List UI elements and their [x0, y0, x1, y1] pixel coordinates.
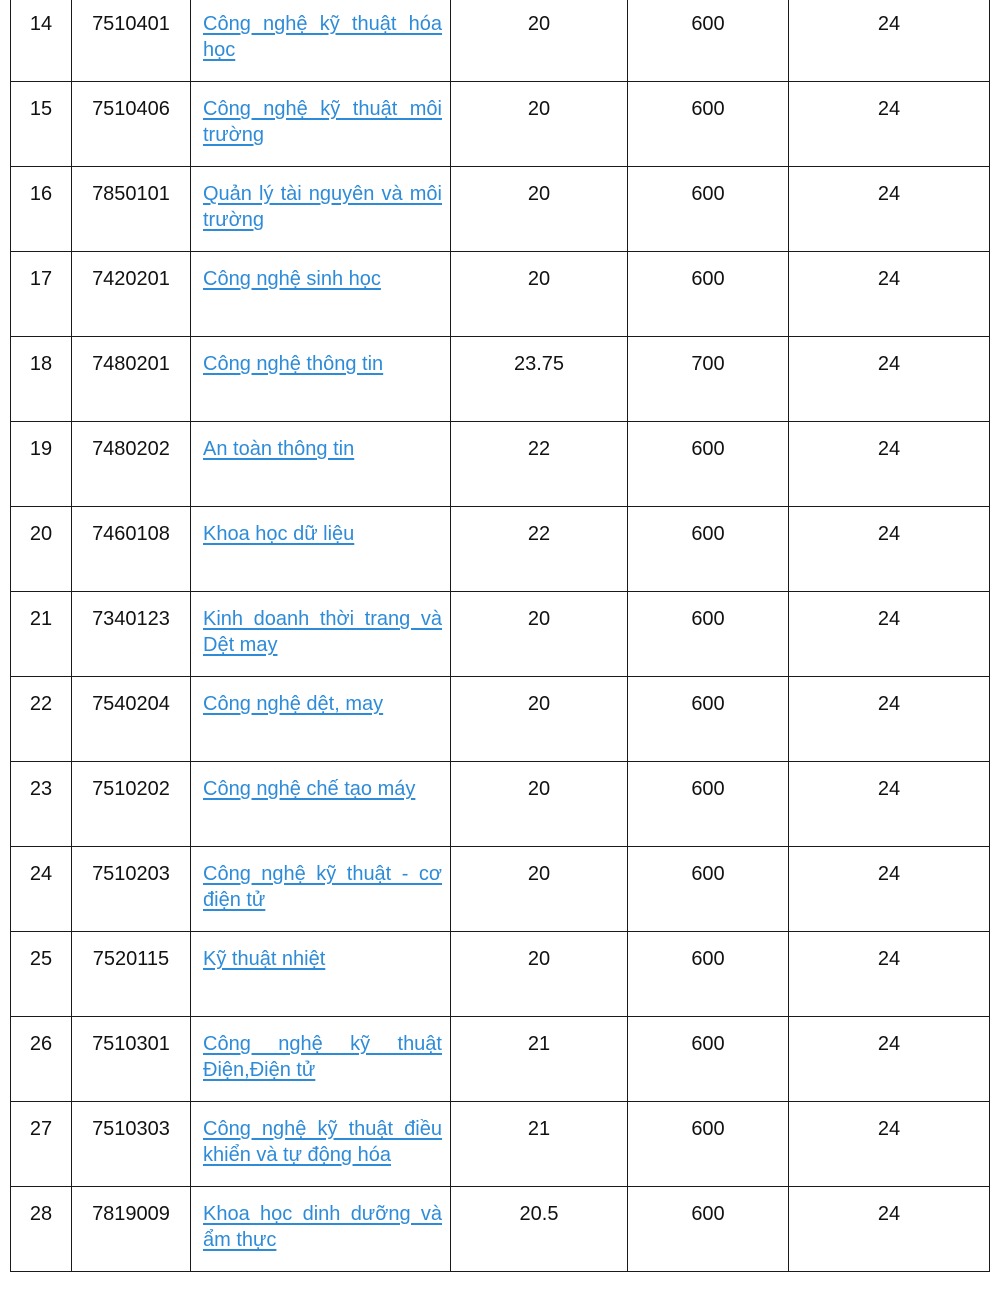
- threshold-score: 600: [628, 847, 789, 932]
- admission-score: 20: [451, 762, 628, 847]
- major-code: 7340123: [72, 592, 191, 677]
- threshold-score: 600: [628, 0, 789, 82]
- admission-score: 20: [451, 592, 628, 677]
- threshold-score-alt: 24: [789, 337, 990, 422]
- major-name-link[interactable]: Công nghệ thông tin: [203, 353, 384, 375]
- threshold-score-alt: 24: [789, 252, 990, 337]
- major-code: 7510406: [72, 82, 191, 167]
- major-name-cell: [191, 167, 451, 252]
- admission-score: 20: [451, 82, 628, 167]
- threshold-score: 600: [628, 1017, 789, 1102]
- row-number: 16: [11, 167, 72, 252]
- table-body: [11, 0, 990, 1272]
- major-name-cell: [191, 847, 451, 932]
- major-code: 7510401: [72, 0, 191, 82]
- admission-score: 21: [451, 1017, 628, 1102]
- row-number: 18: [11, 337, 72, 422]
- major-name-link[interactable]: Khoa học dinh dưỡng và ẩm thực: [203, 1203, 442, 1251]
- table-row: [11, 507, 990, 592]
- major-name-link[interactable]: Công nghệ kỹ thuật Điện,Điện tử: [203, 1033, 442, 1081]
- major-code: 7460108: [72, 507, 191, 592]
- table-row: [11, 1187, 990, 1272]
- row-number: 15: [11, 82, 72, 167]
- threshold-score-alt: 24: [789, 507, 990, 592]
- threshold-score: 600: [628, 762, 789, 847]
- threshold-score-alt: 24: [789, 847, 990, 932]
- table-row: [11, 252, 990, 337]
- major-name-link[interactable]: Kỹ thuật nhiệt: [203, 948, 326, 970]
- threshold-score-alt: 24: [789, 762, 990, 847]
- row-number: 14: [11, 0, 72, 82]
- major-name-cell: [191, 0, 451, 82]
- major-name-link[interactable]: Công nghệ kỹ thuật hóa học: [203, 13, 442, 61]
- row-number: 25: [11, 932, 72, 1017]
- threshold-score: 600: [628, 507, 789, 592]
- major-code: 7510303: [72, 1102, 191, 1187]
- major-code: 7480202: [72, 422, 191, 507]
- major-name-link[interactable]: Công nghệ sinh học: [203, 268, 381, 290]
- major-name-cell: [191, 762, 451, 847]
- admissions-table: [10, 0, 990, 1272]
- threshold-score-alt: 24: [789, 1017, 990, 1102]
- row-number: 26: [11, 1017, 72, 1102]
- threshold-score: 700: [628, 337, 789, 422]
- admission-score: 22: [451, 507, 628, 592]
- table-row: [11, 1102, 990, 1187]
- row-number: 22: [11, 677, 72, 762]
- major-name-link[interactable]: Công nghệ kỹ thuật điều khiển và tự động hóa: [203, 1118, 442, 1166]
- admission-score: 20.5: [451, 1187, 628, 1272]
- table-row: [11, 337, 990, 422]
- table-row: [11, 1017, 990, 1102]
- major-name-cell: [191, 252, 451, 337]
- major-name-link[interactable]: Quản lý tài nguyên và môi trường: [203, 183, 442, 231]
- threshold-score-alt: 24: [789, 677, 990, 762]
- major-name-cell: [191, 337, 451, 422]
- major-code: 7819009: [72, 1187, 191, 1272]
- major-name-cell: [191, 677, 451, 762]
- row-number: 23: [11, 762, 72, 847]
- major-name-cell: [191, 507, 451, 592]
- row-number: 17: [11, 252, 72, 337]
- row-number: 24: [11, 847, 72, 932]
- admission-score: 20: [451, 932, 628, 1017]
- major-code: 7420201: [72, 252, 191, 337]
- row-number: 19: [11, 422, 72, 507]
- admission-score: 20: [451, 252, 628, 337]
- major-name-link[interactable]: Khoa học dữ liệu: [203, 523, 355, 545]
- major-name-link[interactable]: Công nghệ kỹ thuật - cơ điện tử: [203, 863, 442, 911]
- table-row: [11, 932, 990, 1017]
- major-name-link[interactable]: An toàn thông tin: [203, 438, 355, 460]
- threshold-score-alt: 24: [789, 422, 990, 507]
- major-code: 7480201: [72, 337, 191, 422]
- major-code: 7510202: [72, 762, 191, 847]
- major-code: 7520115: [72, 932, 191, 1017]
- table-row: [11, 762, 990, 847]
- admission-score: 21: [451, 1102, 628, 1187]
- row-number: 27: [11, 1102, 72, 1187]
- admission-score: 20: [451, 0, 628, 82]
- major-name-link[interactable]: Kinh doanh thời trang và Dệt may: [203, 608, 442, 656]
- table-row: [11, 677, 990, 762]
- row-number: 28: [11, 1187, 72, 1272]
- threshold-score-alt: 24: [789, 0, 990, 82]
- threshold-score-alt: 24: [789, 1187, 990, 1272]
- major-code: 7850101: [72, 167, 191, 252]
- table-row: [11, 592, 990, 677]
- major-code: 7510301: [72, 1017, 191, 1102]
- admission-score: 22: [451, 422, 628, 507]
- threshold-score: 600: [628, 677, 789, 762]
- major-code: 7510203: [72, 847, 191, 932]
- major-name-link[interactable]: Công nghệ dệt, may: [203, 693, 384, 715]
- major-code: 7540204: [72, 677, 191, 762]
- threshold-score-alt: 24: [789, 932, 990, 1017]
- major-name-link[interactable]: Công nghệ kỹ thuật môi trường: [203, 98, 442, 146]
- table-row: [11, 847, 990, 932]
- major-name-cell: [191, 1017, 451, 1102]
- row-number: 21: [11, 592, 72, 677]
- threshold-score: 600: [628, 1187, 789, 1272]
- row-number: 20: [11, 507, 72, 592]
- table-row: [11, 422, 990, 507]
- admission-score: 23.75: [451, 337, 628, 422]
- major-name-cell: [191, 1102, 451, 1187]
- table-row: [11, 167, 990, 252]
- major-name-cell: [191, 1187, 451, 1272]
- threshold-score: 600: [628, 1102, 789, 1187]
- threshold-score-alt: 24: [789, 592, 990, 677]
- threshold-score: 600: [628, 592, 789, 677]
- major-name-cell: [191, 592, 451, 677]
- admission-score: 20: [451, 847, 628, 932]
- threshold-score: 600: [628, 82, 789, 167]
- threshold-score-alt: 24: [789, 1102, 990, 1187]
- major-name-link[interactable]: Công nghệ chế tạo máy: [203, 778, 416, 800]
- threshold-score-alt: 24: [789, 167, 990, 252]
- table-row: [11, 82, 990, 167]
- major-name-cell: [191, 422, 451, 507]
- table-row: [11, 0, 990, 82]
- threshold-score: 600: [628, 422, 789, 507]
- threshold-score: 600: [628, 252, 789, 337]
- major-name-cell: [191, 82, 451, 167]
- admission-score: 20: [451, 167, 628, 252]
- admission-score: 20: [451, 677, 628, 762]
- threshold-score: 600: [628, 167, 789, 252]
- threshold-score: 600: [628, 932, 789, 1017]
- major-name-cell: [191, 932, 451, 1017]
- threshold-score-alt: 24: [789, 82, 990, 167]
